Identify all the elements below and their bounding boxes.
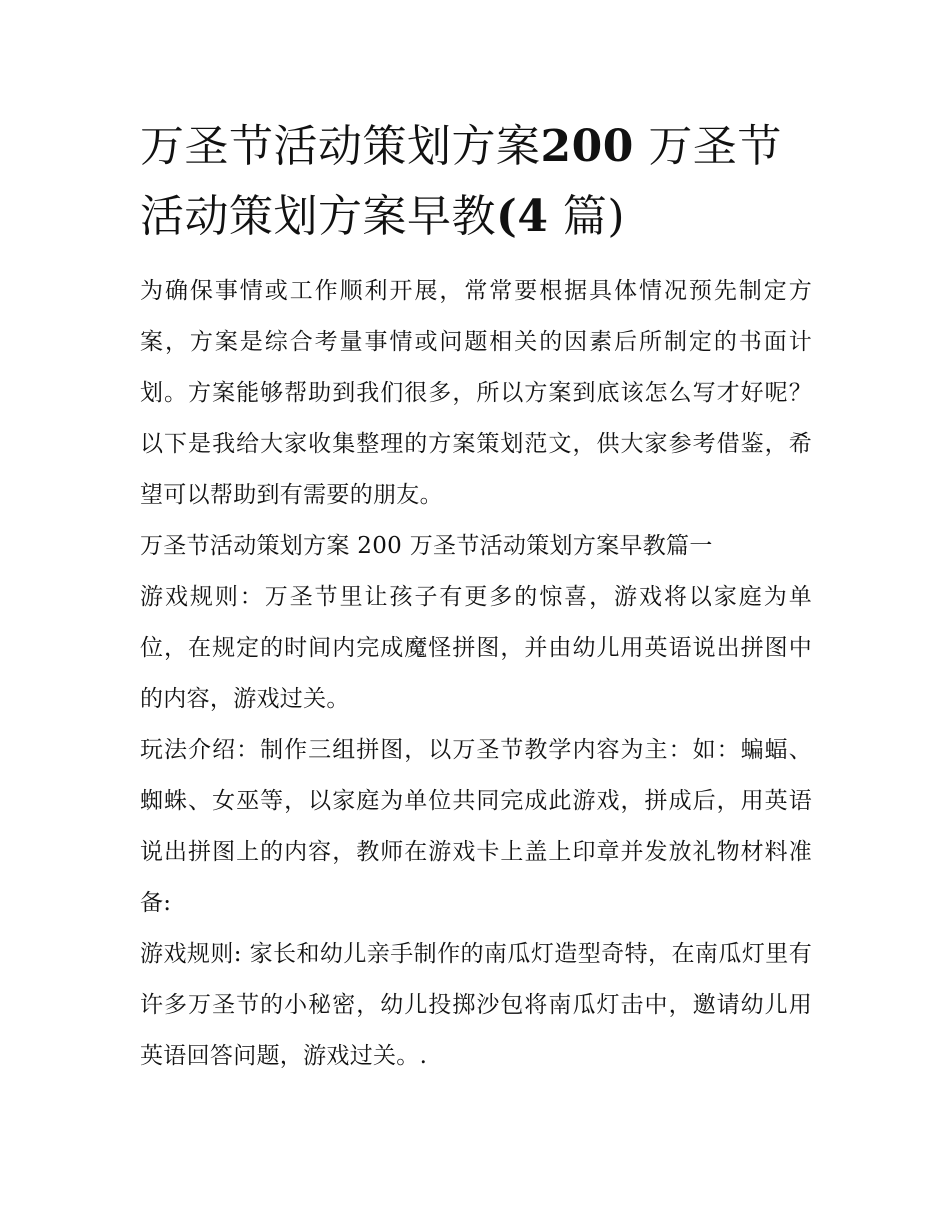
gameplay-paragraph: 玩法介绍：制作三组拼图，以万圣节教学内容为主：如：蝙蝠、蜘蛛、女巫等，以家庭为单位共同完成此游戏，拼成后，用英语说出拼图上的内容，教师在游戏卡上盖上印章并发放礼物材料准备: bbox=[140, 737, 812, 916]
title-text-2: 万圣节活动策划方案早教 bbox=[140, 121, 782, 242]
title-count: (4 bbox=[496, 191, 549, 242]
title-number: 200 bbox=[540, 121, 634, 172]
section-heading: 万圣节活动策划方案 200 万圣节活动策划方案早教篇一 bbox=[140, 533, 713, 559]
intro-paragraph: 为确保事情或工作顺利开展，常常要根据具体情况预先制定方案，方案是综合考量事情或问题相关的因素后所制定的书面计划。方案能够帮助到我们很多，所以方案到底该怎么写才好呢？以下是我给大家收集整理的方案策划范文，供大家参考借鉴，希望可以帮助到有需要的朋友。 bbox=[140, 278, 812, 508]
title-text-1: 万圣节活动策划方案 bbox=[140, 121, 541, 172]
game-rules-paragraph: 游戏规则：万圣节里让孩子有更多的惊喜，游戏将以家庭为单位，在规定的时间内完成魔怪拼图，并由幼儿用英语说出拼图中的内容，游戏过关。 bbox=[140, 584, 812, 712]
document-body bbox=[140, 112, 812, 1082]
document-title bbox=[140, 112, 812, 252]
pumpkin-game-paragraph: 游戏规则: 家长和幼儿亲手制作的南瓜灯造型奇特，在南瓜灯里有许多万圣节的小秘密，幼儿投掷沙包将南瓜灯击中，邀请幼儿用英语回答问题，游戏过关。. bbox=[140, 941, 812, 1069]
title-text-3: 篇) bbox=[548, 191, 626, 242]
